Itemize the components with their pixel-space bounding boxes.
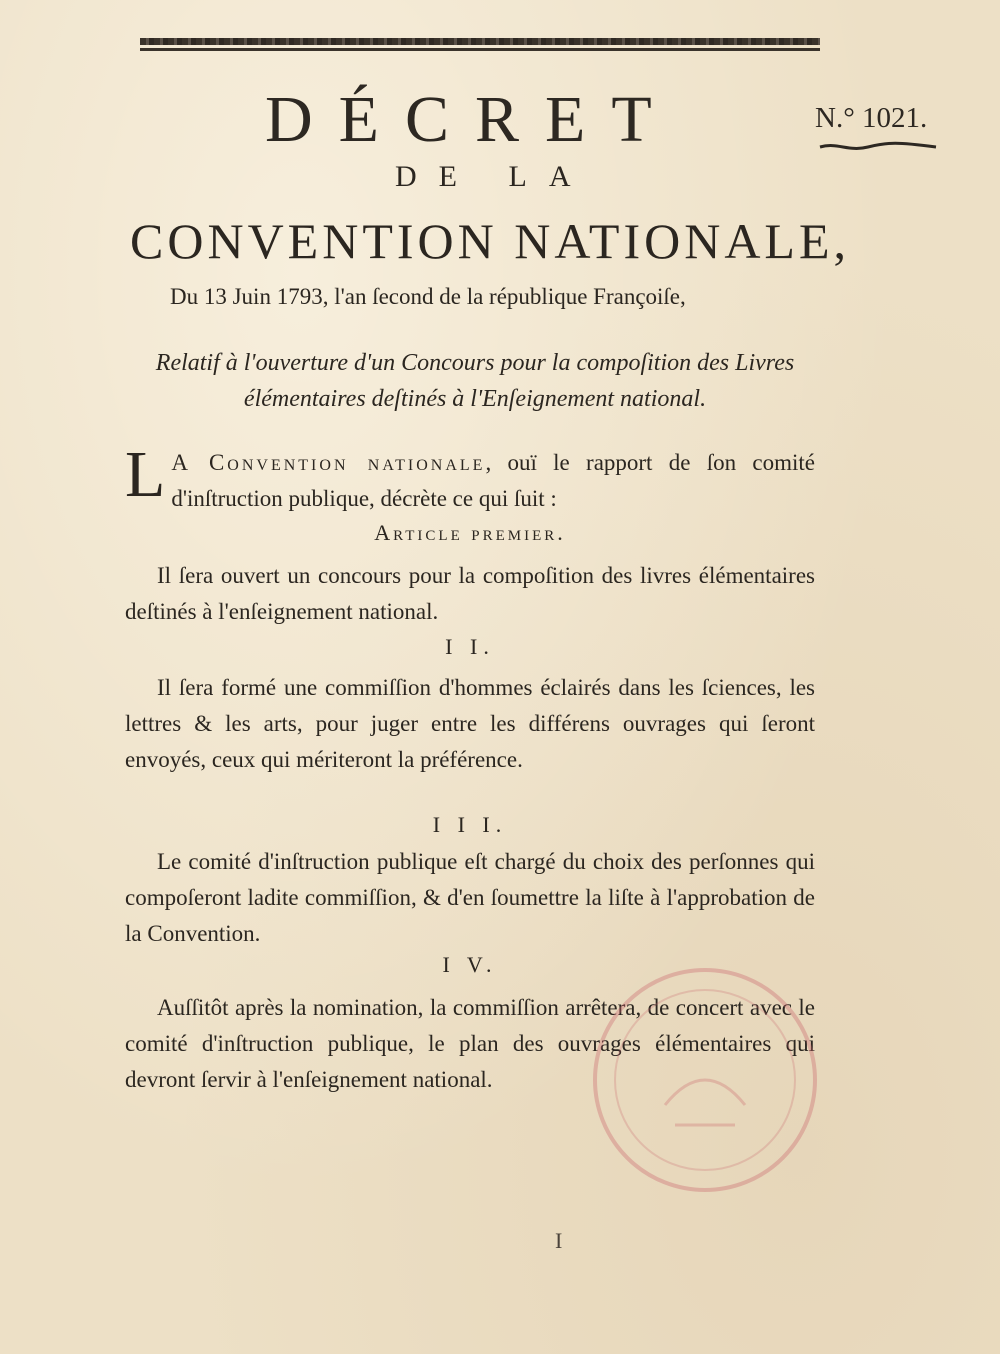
article-text: Auſſitôt après la nomination, la commiſſion arrêtera, de concert avec le comité d'inſtruction publique, le plan des ouvrages élémentaires qui devront ſervir à l'enſeignement national. bbox=[125, 995, 815, 1092]
intro-paragraph bbox=[125, 438, 815, 517]
intro-lead: A Convention nationale bbox=[171, 450, 486, 475]
page-mark: I bbox=[555, 1228, 563, 1253]
article-text: Il ſera formé une commiſſion d'hommes éclairés dans les ſciences, les lettres & les arts, pour juger entre les différens ouvrages qui ſeront envoyés, ceux qui mériteront la préférence. bbox=[125, 675, 815, 772]
decree-subheading: DE LA bbox=[395, 160, 593, 193]
dropcap: L bbox=[125, 438, 166, 511]
top-border-ornament bbox=[140, 38, 820, 52]
article-text: Le comité d'inſtruction publique eſt chargé du choix des perſonnes qui compoſeront ladite commiſſion, & d'en ſoumettre la liſte à l'approbation de la Convention. bbox=[125, 849, 815, 946]
intro-text: , ouï le rapport de ſon comité d'inſtruction publique, décrète ce qui ſuit : bbox=[171, 450, 815, 511]
article-text: Il ſera ouvert un concours pour la compoſition des livres élémentaires deſtinés à l'enſeignement national. bbox=[125, 563, 815, 624]
article-heading: I I I. bbox=[432, 812, 508, 837]
article-heading: I V. bbox=[442, 952, 498, 977]
decree-title: DÉCRET bbox=[265, 83, 678, 156]
convention-heading: CONVENTION NATIONALE, bbox=[130, 213, 851, 269]
article-heading: Article premier. bbox=[374, 520, 566, 545]
article-heading: I I. bbox=[445, 634, 495, 659]
decree-number: N.° 1021. bbox=[815, 102, 928, 134]
library-stamp-icon bbox=[580, 955, 830, 1205]
flourish-icon bbox=[818, 140, 938, 154]
decree-date: Du 13 Juin 1793, l'an ſecond de la république Françoiſe, bbox=[170, 284, 686, 309]
decree-subject: Relatif à l'ouverture d'un Concours pour la compoſition des Livres élémentaires deſtinés à l'Enſeignement national. bbox=[155, 350, 795, 412]
